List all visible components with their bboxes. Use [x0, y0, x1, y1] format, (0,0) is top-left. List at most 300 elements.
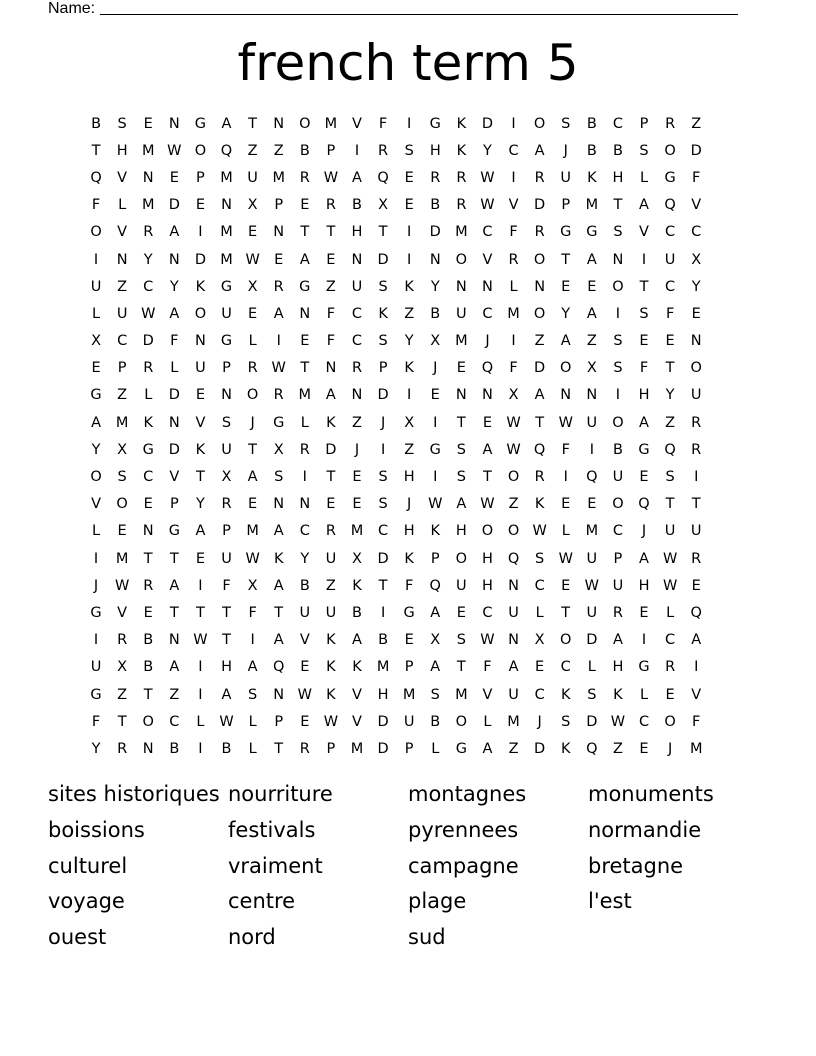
word-bank-item: vraiment [228, 853, 323, 878]
grid-letter: J [537, 713, 542, 730]
grid-letter: V [691, 197, 702, 214]
grid-letter: W [662, 550, 678, 567]
grid-letter: E [404, 169, 414, 186]
grid-letter: P [274, 197, 284, 214]
grid-letter: N [168, 115, 180, 132]
grid-letter: M [585, 197, 599, 214]
grid-letter: F [405, 577, 414, 594]
grid-letter: G [560, 224, 572, 241]
grid-letter: Z [404, 305, 415, 322]
grid-letter: Y [91, 441, 101, 458]
grid-letter: C [638, 713, 650, 730]
grid-letter: I [694, 659, 699, 676]
grid-letter: I [615, 305, 621, 322]
grid-letter: I [93, 632, 99, 649]
grid-letter: L [92, 523, 101, 540]
grid-letter: L [144, 387, 153, 404]
grid-letter: Q [664, 197, 676, 214]
grid-letter: D [534, 360, 546, 377]
grid-letter: I [641, 251, 647, 268]
grid-letter: G [194, 115, 207, 132]
grid-letter: W [219, 713, 234, 730]
grid-letter: I [694, 469, 699, 486]
grid-letter: M [350, 740, 364, 757]
grid-letter: C [665, 278, 676, 295]
grid-letter: V [169, 469, 180, 486]
grid-letter: F [91, 197, 101, 214]
grid-letter: E [639, 469, 649, 486]
grid-letter: S [117, 115, 127, 132]
grid-letter: N [221, 197, 232, 214]
grid-letter: O [142, 713, 154, 730]
grid-letter: T [117, 713, 127, 730]
grid-letter: B [612, 142, 623, 159]
grid-letter: S [561, 713, 571, 730]
grid-letter: E [456, 604, 466, 621]
grid-letter: B [586, 142, 597, 159]
grid-letter: U [456, 305, 467, 322]
grid-letter: Y [91, 740, 101, 757]
grid-letter: A [534, 387, 545, 404]
grid-letter: K [326, 686, 336, 703]
grid-letter: H [482, 550, 493, 567]
grid-letter: M [246, 523, 259, 540]
grid-letter: A [352, 632, 362, 649]
grid-letter: A [247, 659, 258, 676]
grid-row [83, 409, 735, 436]
grid-letter: Q [377, 169, 389, 186]
grid-row [83, 219, 735, 246]
grid-letter: A [221, 686, 232, 703]
grid-letter: S [613, 360, 623, 377]
grid-letter: G [403, 604, 415, 621]
grid-letter: R [299, 169, 310, 186]
grid-letter: O [664, 713, 676, 730]
grid-letter: O [612, 414, 624, 431]
grid-letter: U [586, 550, 598, 567]
grid-letter: T [274, 740, 284, 757]
grid-letter: F [483, 659, 492, 676]
grid-letter: L [431, 740, 440, 757]
grid-letter: C [351, 333, 363, 350]
grid-letter: W [480, 197, 495, 214]
grid-letter: J [354, 441, 360, 458]
grid-letter: R [247, 360, 258, 377]
grid-letter: O [90, 224, 102, 241]
grid-letter: W [428, 496, 443, 513]
grid-letter: G [664, 169, 676, 186]
grid-letter: A [482, 740, 493, 757]
grid-letter: T [456, 659, 466, 676]
grid-letter: U [325, 550, 337, 567]
grid-letter: A [169, 577, 180, 594]
grid-letter: V [117, 224, 128, 241]
grid-letter: Z [169, 686, 180, 703]
grid-letter: N [142, 740, 154, 757]
grid-letter: G [586, 224, 598, 241]
grid-letter: U [221, 305, 232, 322]
grid-letter: O [481, 523, 494, 540]
grid-letter: H [403, 523, 415, 540]
grid-letter: A [352, 169, 362, 186]
grid-letter: N [273, 224, 285, 241]
grid-letter: U [299, 604, 311, 621]
grid-letter: W [297, 686, 312, 703]
grid-letter: J [641, 523, 647, 540]
grid-letter: T [378, 577, 388, 594]
grid-letter: P [561, 197, 571, 214]
grid-letter: L [196, 713, 205, 730]
grid-letter: E [248, 496, 258, 513]
grid-letter: M [689, 740, 703, 757]
grid-letter: L [509, 278, 518, 295]
grid-letter: D [377, 740, 389, 757]
grid-letter: E [195, 387, 205, 404]
grid-letter: I [511, 115, 516, 132]
grid-letter: W [323, 713, 339, 730]
word-bank-item: festivals [228, 817, 316, 842]
grid-letter: A [221, 115, 232, 132]
grid-letter: O [560, 632, 572, 649]
grid-letter: G [90, 387, 102, 404]
grid-letter: X [430, 333, 441, 350]
grid-letter: A [560, 333, 571, 350]
grid-letter: B [352, 604, 362, 621]
grid-row [83, 518, 735, 545]
grid-letter: J [485, 333, 490, 350]
grid-letter: S [665, 469, 675, 486]
grid-letter: H [116, 142, 128, 159]
grid-letter: C [612, 523, 623, 540]
grid-letter: O [533, 305, 546, 322]
grid-letter: T [143, 550, 153, 567]
grid-letter: V [508, 197, 519, 214]
grid-row [83, 382, 735, 409]
grid-letter: W [506, 441, 521, 458]
grid-letter: U [403, 713, 415, 730]
word-bank-item: ouest [48, 925, 107, 950]
grid-letter: O [246, 387, 259, 404]
grid-letter: F [692, 169, 701, 186]
grid-letter: K [352, 577, 362, 594]
grid-letter: R [221, 496, 232, 513]
grid-letter: K [273, 550, 284, 567]
grid-letter: E [665, 686, 675, 703]
grid-letter: K [195, 441, 206, 458]
grid-letter: N [560, 387, 572, 404]
grid-letter: R [534, 169, 545, 186]
grid-letter: I [250, 632, 255, 649]
grid-letter: B [612, 441, 623, 458]
grid-letter: R [299, 740, 310, 757]
grid-letter: T [222, 604, 231, 621]
grid-letter: D [377, 713, 389, 730]
grid-letter: M [272, 169, 285, 186]
grid-letter: B [430, 305, 441, 322]
grid-letter: J [433, 360, 438, 377]
grid-letter: O [664, 142, 676, 159]
grid-letter: Z [586, 333, 597, 350]
grid-letter: D [429, 224, 441, 241]
grid-letter: A [273, 577, 284, 594]
grid-row [83, 300, 735, 327]
grid-letter: N [194, 333, 206, 350]
grid-letter: C [378, 523, 389, 540]
grid-letter: L [639, 686, 649, 703]
grid-letter: N [273, 115, 285, 132]
grid-letter: M [115, 550, 129, 567]
grid-letter: N [273, 496, 285, 513]
word-bank-item: campagne [408, 853, 519, 878]
grid-letter: Z [665, 414, 676, 431]
grid-letter: L [666, 604, 675, 621]
grid-letter: K [404, 278, 414, 295]
grid-letter: I [615, 387, 621, 404]
grid-letter: T [665, 496, 675, 513]
grid-letter: P [274, 713, 284, 730]
grid-letter: E [352, 469, 362, 486]
grid-row [83, 681, 735, 708]
grid-letter: E [639, 604, 649, 621]
grid-letter: R [534, 224, 545, 241]
grid-letter: S [274, 469, 284, 486]
grid-letter: U [221, 441, 232, 458]
grid-letter: N [482, 278, 493, 295]
grid-letter: R [143, 360, 154, 377]
grid-letter: P [169, 496, 179, 513]
grid-letter: R [273, 278, 284, 295]
grid-letter: Q [481, 360, 494, 377]
grid-letter: C [612, 115, 623, 132]
grid-letter: F [91, 713, 101, 730]
grid-letter: H [638, 577, 650, 594]
grid-letter: A [169, 659, 180, 676]
grid-letter: P [378, 360, 388, 377]
grid-letter: H [612, 659, 624, 676]
grid-letter: Z [117, 387, 128, 404]
grid-letter: A [91, 414, 101, 431]
grid-letter: R [691, 414, 702, 431]
grid-letter: C [482, 604, 493, 621]
grid-letter: V [299, 632, 310, 649]
grid-letter: C [169, 713, 180, 730]
grid-letter: D [194, 251, 206, 268]
grid-letter: L [561, 523, 570, 540]
grid-letter: H [351, 224, 363, 241]
grid-letter: U [586, 604, 598, 621]
grid-letter: N [299, 305, 311, 322]
grid-letter: Q [533, 441, 546, 458]
grid-letter: E [535, 659, 545, 676]
grid-letter: L [639, 169, 649, 186]
grid-letter: S [456, 469, 466, 486]
grid-letter: Q [690, 604, 702, 621]
grid-letter: E [117, 523, 127, 540]
grid-letter: A [273, 632, 284, 649]
grid-letter: L [300, 414, 309, 431]
grid-letter: T [248, 441, 258, 458]
grid-letter: X [404, 414, 415, 431]
grid-letter: W [245, 550, 260, 567]
grid-letter: S [535, 550, 545, 567]
grid-letter: T [561, 251, 571, 268]
grid-letter: E [404, 632, 414, 649]
name-label: Name: [48, 0, 96, 17]
grid-letter: I [433, 414, 438, 431]
grid-letter: M [350, 523, 364, 540]
grid-letter: T [91, 142, 101, 159]
grid-row [83, 246, 735, 273]
grid-letter: Q [507, 550, 520, 567]
grid-letter: E [561, 278, 571, 295]
grid-letter: B [299, 577, 310, 594]
grid-letter: R [351, 360, 363, 377]
grid-letter: A [430, 604, 441, 621]
grid-letter: I [380, 604, 386, 621]
grid-letter: Q [429, 577, 441, 594]
grid-letter: W [141, 305, 156, 322]
grid-letter: O [560, 360, 572, 377]
grid-letter: I [198, 740, 203, 757]
grid-letter: J [667, 740, 673, 757]
grid-letter: W [558, 414, 573, 431]
grid-letter: X [91, 333, 102, 350]
grid-row [83, 192, 735, 219]
grid-letter: N [586, 387, 598, 404]
grid-letter: R [117, 740, 128, 757]
grid-letter: T [665, 360, 675, 377]
grid-letter: N [351, 387, 363, 404]
grid-letter: V [195, 414, 206, 431]
grid-letter: V [482, 686, 493, 703]
grid-letter: V [639, 224, 649, 241]
grid-letter: U [351, 278, 363, 295]
grid-letter: U [221, 550, 232, 567]
grid-letter: E [691, 577, 701, 594]
word-bank-item: centre [228, 889, 296, 914]
grid-letter: V [352, 115, 362, 132]
grid-letter: R [691, 441, 702, 458]
grid-letter: P [639, 115, 649, 132]
grid-letter: C [143, 469, 154, 486]
grid-letter: T [326, 469, 336, 486]
grid-letter: X [691, 251, 702, 268]
name-blank-line [100, 0, 738, 15]
grid-letter: J [563, 142, 568, 159]
grid-letter: T [248, 115, 258, 132]
grid-letter: E [300, 333, 310, 350]
grid-letter: M [141, 142, 155, 159]
grid-letter: K [560, 740, 571, 757]
grid-letter: U [612, 577, 624, 594]
grid-letter: A [456, 496, 467, 513]
grid-letter: O [455, 251, 468, 268]
grid-letter: A [169, 305, 180, 322]
grid-letter: K [587, 169, 597, 186]
grid-letter: K [456, 142, 467, 159]
grid-letter: U [325, 604, 337, 621]
grid-letter: F [692, 713, 701, 730]
grid-letter: A [586, 251, 597, 268]
word-bank-item: normandie [588, 817, 702, 842]
grid-letter: R [456, 197, 467, 214]
grid-letter: B [221, 740, 232, 757]
grid-letter: C [143, 278, 154, 295]
grid-letter: R [117, 632, 128, 649]
name-field [48, 0, 738, 18]
grid-letter: X [508, 387, 519, 404]
grid-letter: U [90, 659, 102, 676]
grid-letter: H [429, 142, 441, 159]
grid-letter: A [639, 197, 649, 214]
grid-letter: N [168, 251, 180, 268]
grid-row [83, 491, 735, 518]
grid-letter: G [90, 604, 102, 621]
grid-letter: N [168, 414, 180, 431]
grid-letter: C [351, 305, 363, 322]
grid-letter: K [143, 414, 153, 431]
grid-letter: S [613, 224, 623, 241]
grid-letter: Z [117, 686, 128, 703]
grid-letter: R [665, 115, 676, 132]
grid-letter: I [276, 333, 281, 350]
grid-letter: V [91, 496, 101, 513]
grid-letter: R [299, 441, 310, 458]
grid-letter: W [610, 713, 626, 730]
grid-letter: D [377, 251, 389, 268]
grid-letter: X [586, 360, 597, 377]
grid-letter: Z [691, 115, 702, 132]
grid-letter: A [195, 523, 206, 540]
grid-letter: A [639, 550, 649, 567]
grid-letter: E [561, 577, 571, 594]
grid-letter: F [326, 333, 336, 350]
grid-letter: S [456, 441, 466, 458]
grid-letter: H [482, 577, 493, 594]
grid-letter: H [455, 523, 467, 540]
grid-letter: G [429, 441, 441, 458]
grid-letter: U [690, 387, 702, 404]
grid-letter: E [300, 713, 310, 730]
grid-letter: M [220, 224, 233, 241]
grid-letter: A [273, 305, 284, 322]
grid-letter: K [352, 659, 362, 676]
grid-letter: Z [325, 577, 336, 594]
grid-row [83, 110, 735, 137]
grid-letter: F [222, 577, 231, 594]
grid-letter: G [90, 686, 102, 703]
grid-letter: G [429, 115, 441, 132]
word-bank-item: monuments [588, 782, 714, 806]
grid-letter: I [407, 387, 412, 404]
word-bank-item: boissions [48, 817, 145, 842]
grid-letter: Z [325, 278, 336, 295]
grid-letter: S [561, 115, 571, 132]
grid-letter: E [195, 550, 205, 567]
grid-letter: I [511, 333, 516, 350]
grid-letter: E [300, 659, 310, 676]
grid-letter: K [404, 550, 414, 567]
grid-letter: F [561, 441, 570, 458]
grid-letter: F [326, 305, 336, 322]
grid-letter: R [456, 169, 467, 186]
grid-letter: T [535, 414, 545, 431]
grid-letter: A [169, 224, 180, 241]
grid-letter: N [325, 360, 337, 377]
grid-letter: W [532, 523, 547, 540]
grid-letter: T [483, 469, 492, 486]
grid-letter: S [456, 632, 466, 649]
